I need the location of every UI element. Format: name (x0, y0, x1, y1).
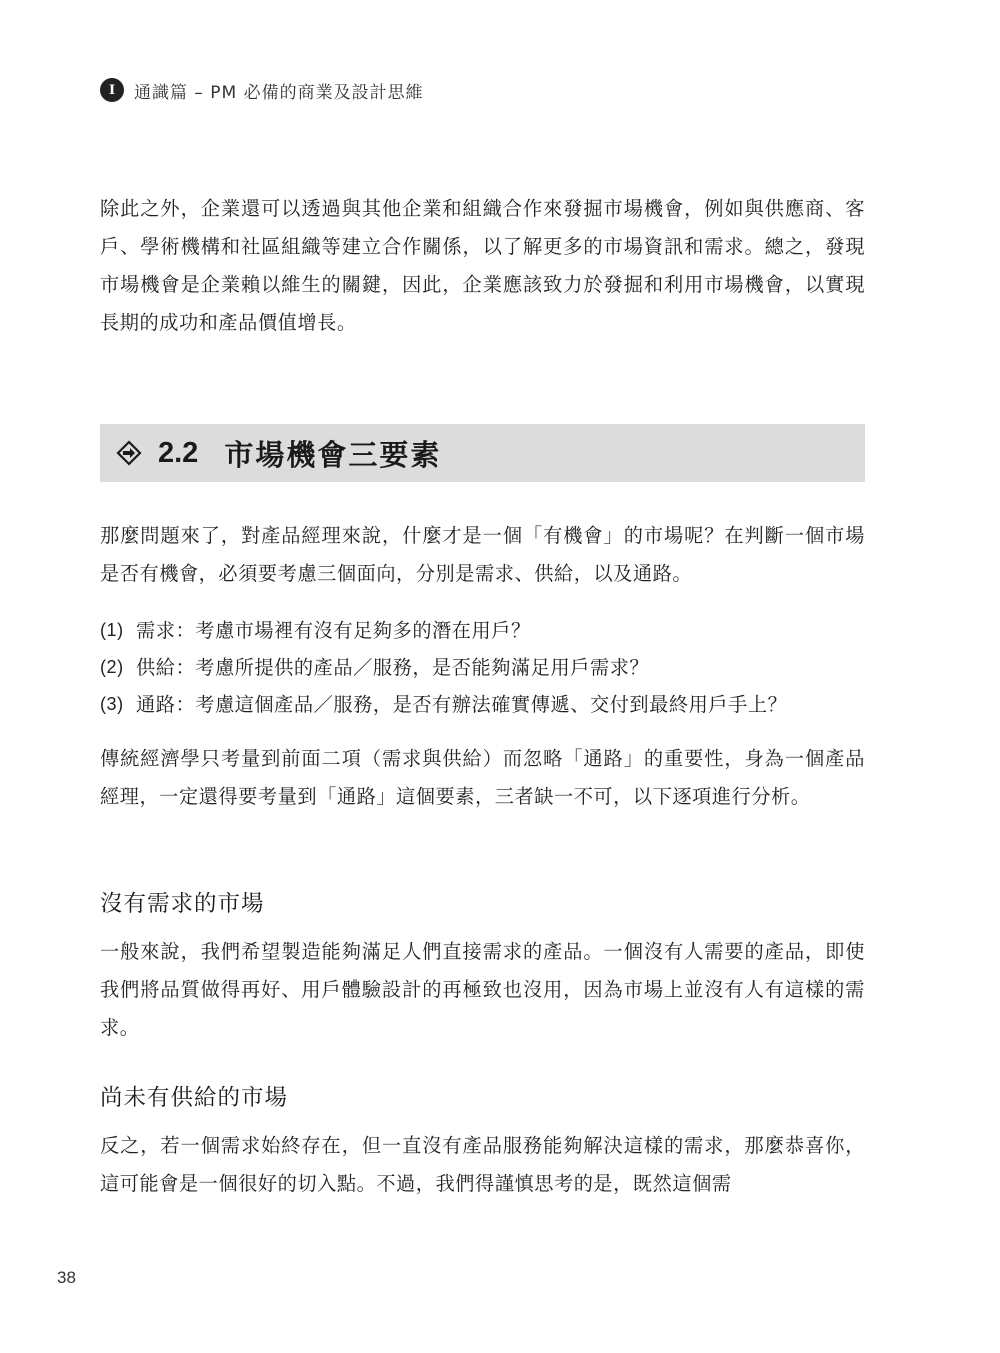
section-heading (100, 424, 865, 482)
list-item-number: (1) (100, 620, 124, 640)
analysis-paragraph: 傳統經濟學只考量到前面二項（需求與供給）而忽略「通路」的重要性，身為一個產品經理，一定還得要考量到「通路」這個要素，三者缺一不可，以下逐項進行分析。 (100, 747, 865, 808)
list-item-number: (3) (100, 694, 124, 714)
list-item (100, 649, 865, 686)
section-number: 2.2 (158, 436, 199, 469)
part-badge: I (100, 78, 124, 102)
list-item-text: 供給：考慮所提供的產品／服務，是否能夠滿足用戶需求？ (136, 656, 650, 679)
intro-paragraph: 除此之外，企業還可以透過與其他企業和組織合作來發掘市場機會，例如與供應商、客戶、學術機構和社區組織等建立合作關係，以了解更多的市場資訊和需求。總之，發現市場機會是企業賴以維生的關鍵，因此，企業應該致力於發掘和利用市場機會，以實現長期的成功和產品價值增長。 (100, 197, 865, 334)
page-number: 38 (57, 1268, 76, 1287)
diamond-arrow-icon (116, 440, 142, 466)
subsection-title-no-supply: 尚未有供給的市場 (100, 1085, 289, 1111)
section-intro-paragraph: 那麼問題來了，對產品經理來說，什麼才是一個「有機會」的市場呢？在判斷一個市場是否有機會，必須要考慮三個面向，分別是需求、供給，以及通路。 (100, 524, 865, 585)
running-header (100, 78, 424, 102)
list-item-text: 通路：考慮這個產品／服務，是否有辦法確實傳遞、交付到最終用戶手上？ (136, 693, 788, 716)
list-item-number: (2) (100, 657, 124, 677)
subsection-body-no-supply: 反之，若一個需求始終存在，但一直沒有產品服務能夠解決這樣的需求，那麼恭喜你，這可能會是一個很好的切入點。不過，我們得謹慎思考的是，既然這個需 (100, 1134, 865, 1195)
section-title: 市場機會三要素 (224, 437, 442, 472)
list-item (100, 612, 865, 649)
list-item-text: 需求：考慮市場裡有沒有足夠多的潛在用戶？ (136, 619, 531, 642)
running-header-title: 通識篇 – PM 必備的商業及設計思維 (134, 82, 424, 103)
subsection-body-no-demand: 一般來說，我們希望製造能夠滿足人們直接需求的產品。一個沒有人需要的產品，即使我們將品質做得再好、用戶體驗設計的再極致也沒用，因為市場上並沒有人有這樣的需求。 (100, 940, 865, 1039)
list-item (100, 686, 865, 723)
subsection-title-no-demand: 沒有需求的市場 (100, 891, 265, 917)
factor-list (100, 612, 865, 723)
